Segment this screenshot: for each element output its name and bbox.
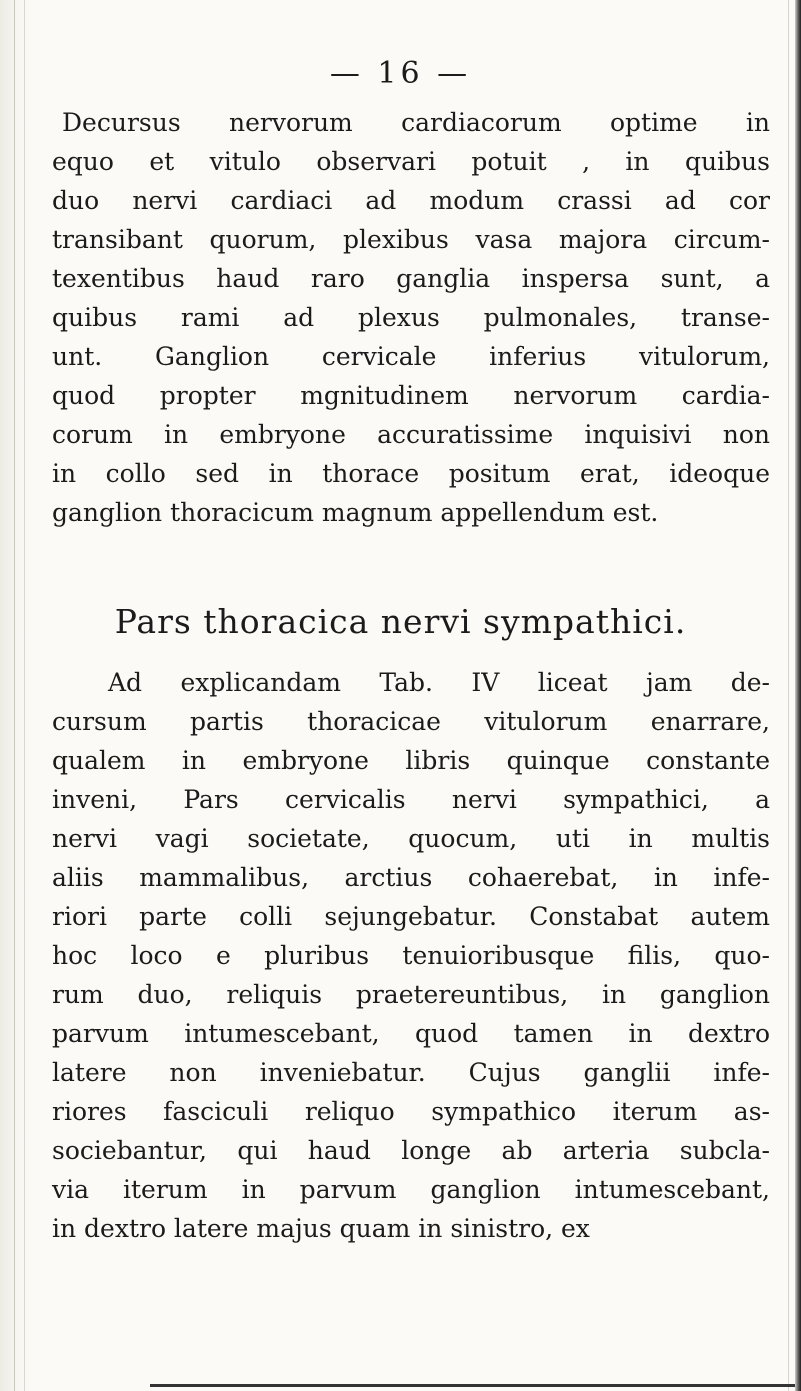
page-edge-line xyxy=(14,0,15,1391)
page-number: — 16 — xyxy=(329,56,472,91)
text-line: cursum partis thoracicae vitulorum enarrare, xyxy=(52,707,770,736)
paragraph-2 xyxy=(52,663,770,1248)
text-line: sociebantur, qui haud longe ab arteria subcla- xyxy=(52,1136,770,1165)
text-line: aliis mammalibus, arctius cohaerebat, in infe- xyxy=(52,863,770,892)
text-line: qualem in embryone libris quinque constante xyxy=(52,746,770,775)
text-line: duo nervi cardiaci ad modum crassi ad cor xyxy=(52,186,770,215)
page-edge-line xyxy=(24,0,25,1391)
text-line: inveni, Pars cervicalis nervi sympathici, a xyxy=(52,785,770,814)
page-edge-line xyxy=(788,0,789,1391)
text-line: hoc loco e pluribus tenuioribusque filis, quo- xyxy=(52,941,770,970)
text-line: in collo sed in thorace positum erat, ideoque xyxy=(52,459,770,488)
text-line: quibus rami ad plexus pulmonales, transe- xyxy=(52,303,770,332)
text-line: Ad explicandam Tab. IV liceat jam de- xyxy=(108,668,770,697)
text-line: ganglion thoracicum magnum appellendum est. xyxy=(52,498,659,527)
text-line: riores fasciculi reliquo sympathico iterum as- xyxy=(52,1097,770,1126)
section-heading: Pars thoracica nervi sympathici. xyxy=(114,602,687,641)
text-line: transibant quorum, plexibus vasa majora circum- xyxy=(52,225,770,254)
text-line: nervi vagi societate, quocum, uti in multis xyxy=(52,824,770,853)
text-line: via iterum in parvum ganglion intumescebant, xyxy=(52,1175,770,1204)
page-binding-edge xyxy=(0,0,30,1391)
text-line: quod propter mgnitudinem nervorum cardia- xyxy=(52,381,770,410)
text-line: corum in embryone accuratissime inquisivi non xyxy=(52,420,770,449)
text-line: texentibus haud raro ganglia inspersa sunt, a xyxy=(52,264,770,293)
text-line: Decursus nervorum cardiacorum optime in xyxy=(62,108,770,137)
text-line: rum duo, reliquis praetereuntibus, in ganglion xyxy=(52,980,770,1009)
text-line: equo et vitulo observari potuit , in quibus xyxy=(52,147,770,176)
text-line: in dextro latere majus quam in sinistro, ex xyxy=(52,1214,590,1243)
paragraph-1 xyxy=(52,103,770,532)
text-line: parvum intumescebant, quod tamen in dextro xyxy=(52,1019,770,1048)
text-line: riori parte colli sejungebatur. Constabat autem xyxy=(52,902,770,931)
text-line: unt. Ganglion cervicale inferius vitulorum, xyxy=(52,342,770,371)
page-right-edge xyxy=(795,0,801,1391)
page-bottom-edge xyxy=(150,1384,795,1387)
text-line: latere non inveniebatur. Cujus ganglii infe- xyxy=(52,1058,770,1087)
